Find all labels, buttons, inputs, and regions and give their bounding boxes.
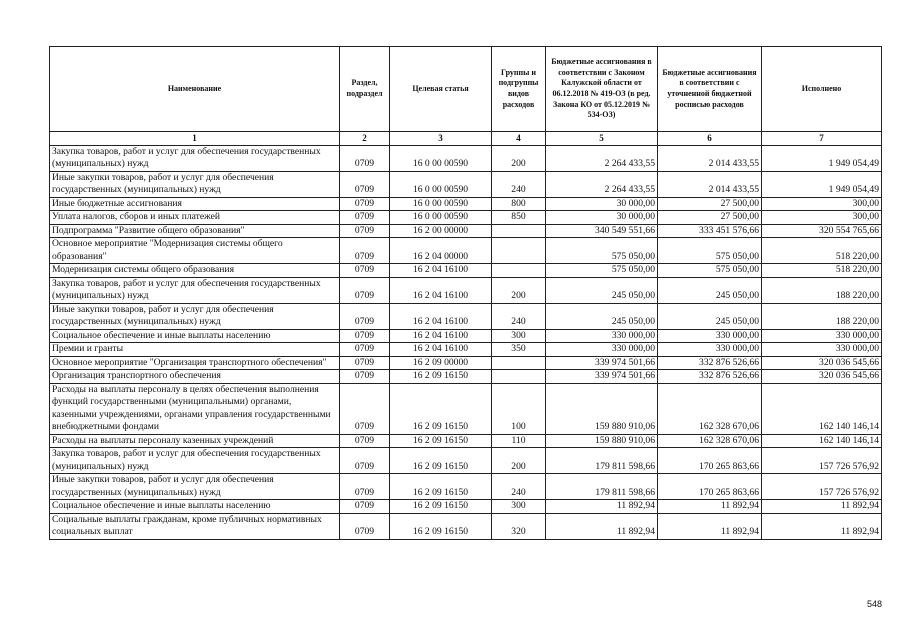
table-row — [50, 434, 882, 448]
cell-section: 0709 — [340, 343, 390, 357]
cell-target: 16 2 09 16150 — [390, 513, 492, 539]
cell-budget-refined: 170 265 863,66 — [658, 474, 762, 500]
cell-budget-law: 30 000,00 — [546, 211, 658, 225]
cell-budget-refined: 245 050,00 — [658, 303, 762, 329]
cell-budget-refined: 575 050,00 — [658, 264, 762, 278]
cell-executed: 518 220,00 — [762, 238, 882, 264]
cell-executed: 157 726 576,92 — [762, 474, 882, 500]
cell-group: 850 — [492, 211, 546, 225]
cell-target: 16 0 00 00590 — [390, 145, 492, 171]
header-budget-refined: Бюджетные ассигнования в соответствии с уточненной бюджетной росписью расходов — [658, 47, 762, 132]
cell-section: 0709 — [340, 356, 390, 370]
cell-section: 0709 — [340, 264, 390, 278]
cell-target: 16 2 09 16150 — [390, 434, 492, 448]
cell-target: 16 2 09 16150 — [390, 383, 492, 434]
cell-budget-refined: 575 050,00 — [658, 238, 762, 264]
table-row — [50, 303, 882, 329]
cell-section: 0709 — [340, 145, 390, 171]
cell-budget-law: 245 050,00 — [546, 277, 658, 303]
cell-name: Подпрограмма "Развитие общего образования" — [50, 224, 340, 238]
table-row — [50, 448, 882, 474]
cell-executed: 1 949 054,49 — [762, 145, 882, 171]
cell-target: 16 2 04 16100 — [390, 264, 492, 278]
header-group: Группы и подгруппы видов расходов — [492, 47, 546, 132]
cell-target: 16 2 04 16100 — [390, 277, 492, 303]
table-row — [50, 500, 882, 514]
cell-budget-refined: 2 014 433,55 — [658, 145, 762, 171]
cell-name: Модернизация системы общего образования — [50, 264, 340, 278]
cell-target: 16 2 09 16150 — [390, 448, 492, 474]
cell-group: 350 — [492, 343, 546, 357]
cell-name: Закупка товаров, работ и услуг для обеспечения государственных (муниципальных) нужд — [50, 145, 340, 171]
column-number: 4 — [492, 132, 546, 146]
cell-executed: 320 554 765,66 — [762, 224, 882, 238]
cell-budget-refined: 332 876 526,66 — [658, 370, 762, 384]
table-row — [50, 171, 882, 197]
cell-group — [492, 356, 546, 370]
cell-group — [492, 238, 546, 264]
cell-name: Иные закупки товаров, работ и услуг для обеспечения государственных (муниципальных) нужд — [50, 474, 340, 500]
cell-name: Закупка товаров, работ и услуг для обеспечения государственных (муниципальных) нужд — [50, 277, 340, 303]
table-row — [50, 238, 882, 264]
cell-target: 16 2 04 16100 — [390, 343, 492, 357]
cell-executed: 162 140 146,14 — [762, 383, 882, 434]
cell-executed: 1 949 054,49 — [762, 171, 882, 197]
cell-budget-refined: 2 014 433,55 — [658, 171, 762, 197]
table-row — [50, 513, 882, 539]
column-number: 3 — [390, 132, 492, 146]
cell-target: 16 2 09 16150 — [390, 500, 492, 514]
table-row — [50, 264, 882, 278]
cell-name: Основное мероприятие "Модернизация системы общего образования" — [50, 238, 340, 264]
table-row — [50, 474, 882, 500]
cell-group: 240 — [492, 171, 546, 197]
cell-executed: 300,00 — [762, 211, 882, 225]
cell-target: 16 2 09 16150 — [390, 474, 492, 500]
cell-group: 300 — [492, 329, 546, 343]
cell-group: 200 — [492, 448, 546, 474]
cell-budget-law: 330 000,00 — [546, 329, 658, 343]
cell-executed: 188 220,00 — [762, 303, 882, 329]
cell-executed: 162 140 146,14 — [762, 434, 882, 448]
cell-group: 300 — [492, 500, 546, 514]
cell-name: Социальные выплаты гражданам, кроме публичных нормативных социальных выплат — [50, 513, 340, 539]
cell-group: 800 — [492, 197, 546, 211]
header-name: Наименование — [50, 47, 340, 132]
cell-section: 0709 — [340, 238, 390, 264]
cell-budget-refined: 162 328 670,06 — [658, 434, 762, 448]
table-row — [50, 224, 882, 238]
cell-section: 0709 — [340, 303, 390, 329]
cell-target: 16 2 04 16100 — [390, 303, 492, 329]
table-row — [50, 356, 882, 370]
cell-group: 320 — [492, 513, 546, 539]
cell-name: Основное мероприятие "Организация транспортного обеспечения" — [50, 356, 340, 370]
cell-group — [492, 264, 546, 278]
table-row — [50, 343, 882, 357]
cell-budget-refined: 11 892,94 — [658, 513, 762, 539]
cell-group: 240 — [492, 303, 546, 329]
table-row — [50, 370, 882, 384]
cell-group — [492, 370, 546, 384]
cell-name: Расходы на выплаты персоналу в целях обеспечения выполнения функций государственными (муниципальными) органами, казенными учреждениями, органами управления государственными внебюджетными фондами — [50, 383, 340, 434]
cell-section: 0709 — [340, 513, 390, 539]
cell-name: Премии и гранты — [50, 343, 340, 357]
cell-executed: 188 220,00 — [762, 277, 882, 303]
cell-budget-law: 575 050,00 — [546, 264, 658, 278]
cell-budget-refined: 27 500,00 — [658, 211, 762, 225]
cell-name: Иные бюджетные ассигнования — [50, 197, 340, 211]
cell-budget-law: 330 000,00 — [546, 343, 658, 357]
cell-budget-law: 245 050,00 — [546, 303, 658, 329]
cell-budget-refined: 162 328 670,06 — [658, 383, 762, 434]
cell-section: 0709 — [340, 434, 390, 448]
cell-budget-law: 11 892,94 — [546, 500, 658, 514]
cell-budget-refined: 11 892,94 — [658, 500, 762, 514]
column-number: 5 — [546, 132, 658, 146]
cell-section: 0709 — [340, 277, 390, 303]
table-row — [50, 329, 882, 343]
cell-executed: 320 036 545,66 — [762, 356, 882, 370]
cell-budget-law: 2 264 433,55 — [546, 171, 658, 197]
cell-target: 16 2 09 16150 — [390, 370, 492, 384]
cell-executed: 330 000,00 — [762, 329, 882, 343]
cell-section: 0709 — [340, 197, 390, 211]
cell-section: 0709 — [340, 474, 390, 500]
cell-executed: 157 726 576,92 — [762, 448, 882, 474]
table-row — [50, 145, 882, 171]
cell-budget-refined: 330 000,00 — [658, 343, 762, 357]
cell-section: 0709 — [340, 448, 390, 474]
cell-group: 100 — [492, 383, 546, 434]
cell-budget-law: 179 811 598,66 — [546, 448, 658, 474]
cell-executed: 320 036 545,66 — [762, 370, 882, 384]
cell-target: 16 0 00 00590 — [390, 211, 492, 225]
cell-target: 16 0 00 00590 — [390, 197, 492, 211]
cell-name: Иные закупки товаров, работ и услуг для обеспечения государственных (муниципальных) нужд — [50, 303, 340, 329]
column-number: 2 — [340, 132, 390, 146]
cell-section: 0709 — [340, 211, 390, 225]
table-row — [50, 197, 882, 211]
cell-name: Уплата налогов, сборов и иных платежей — [50, 211, 340, 225]
cell-executed: 11 892,94 — [762, 500, 882, 514]
cell-section: 0709 — [340, 370, 390, 384]
cell-group: 200 — [492, 277, 546, 303]
cell-target: 16 2 09 00000 — [390, 356, 492, 370]
cell-section: 0709 — [340, 500, 390, 514]
cell-executed: 300,00 — [762, 197, 882, 211]
header-executed: Исполнено — [762, 47, 882, 132]
cell-target: 16 0 00 00590 — [390, 171, 492, 197]
cell-group: 200 — [492, 145, 546, 171]
cell-budget-law: 339 974 501,66 — [546, 356, 658, 370]
column-number: 7 — [762, 132, 882, 146]
cell-section: 0709 — [340, 329, 390, 343]
cell-name: Иные закупки товаров, работ и услуг для обеспечения государственных (муниципальных) нужд — [50, 171, 340, 197]
cell-name: Расходы на выплаты персоналу казенных учреждений — [50, 434, 340, 448]
column-number-row — [50, 132, 882, 146]
cell-budget-law: 30 000,00 — [546, 197, 658, 211]
page-number: 548 — [866, 599, 882, 609]
header-budget-law: Бюджетные ассигнования в соответствии с Законом Калужской области от 06.12.2018 № 419-ОЗ (в ред. Закона КО от 05.12.2019 № 534-ОЗ) — [546, 47, 658, 132]
cell-budget-law: 159 880 910,06 — [546, 434, 658, 448]
cell-name: Социальное обеспечение и иные выплаты населению — [50, 329, 340, 343]
budget-table — [49, 46, 882, 540]
cell-budget-law: 340 549 551,66 — [546, 224, 658, 238]
cell-budget-law: 159 880 910,06 — [546, 383, 658, 434]
cell-budget-law: 11 892,94 — [546, 513, 658, 539]
cell-budget-refined: 330 000,00 — [658, 329, 762, 343]
table-row — [50, 383, 882, 434]
cell-group — [492, 224, 546, 238]
cell-name: Закупка товаров, работ и услуг для обеспечения государственных (муниципальных) нужд — [50, 448, 340, 474]
cell-budget-refined: 170 265 863,66 — [658, 448, 762, 474]
column-number: 6 — [658, 132, 762, 146]
cell-group: 110 — [492, 434, 546, 448]
cell-group: 240 — [492, 474, 546, 500]
cell-executed: 518 220,00 — [762, 264, 882, 278]
cell-executed: 330 000,00 — [762, 343, 882, 357]
header-section: Раздел, подраздел — [340, 47, 390, 132]
cell-budget-refined: 245 050,00 — [658, 277, 762, 303]
header-target: Целевая статья — [390, 47, 492, 132]
column-number: 1 — [50, 132, 340, 146]
cell-budget-law: 179 811 598,66 — [546, 474, 658, 500]
cell-section: 0709 — [340, 383, 390, 434]
table-row — [50, 277, 882, 303]
cell-target: 16 2 04 00000 — [390, 238, 492, 264]
cell-target: 16 2 04 16100 — [390, 329, 492, 343]
cell-name: Социальное обеспечение и иные выплаты населению — [50, 500, 340, 514]
cell-budget-law: 2 264 433,55 — [546, 145, 658, 171]
cell-budget-refined: 333 451 576,66 — [658, 224, 762, 238]
cell-section: 0709 — [340, 171, 390, 197]
table-row — [50, 211, 882, 225]
cell-budget-law: 339 974 501,66 — [546, 370, 658, 384]
cell-budget-refined: 27 500,00 — [658, 197, 762, 211]
cell-executed: 11 892,94 — [762, 513, 882, 539]
header-row — [50, 47, 882, 132]
cell-target: 16 2 00 00000 — [390, 224, 492, 238]
cell-name: Организация транспортного обеспечения — [50, 370, 340, 384]
cell-budget-law: 575 050,00 — [546, 238, 658, 264]
cell-section: 0709 — [340, 224, 390, 238]
cell-budget-refined: 332 876 526,66 — [658, 356, 762, 370]
